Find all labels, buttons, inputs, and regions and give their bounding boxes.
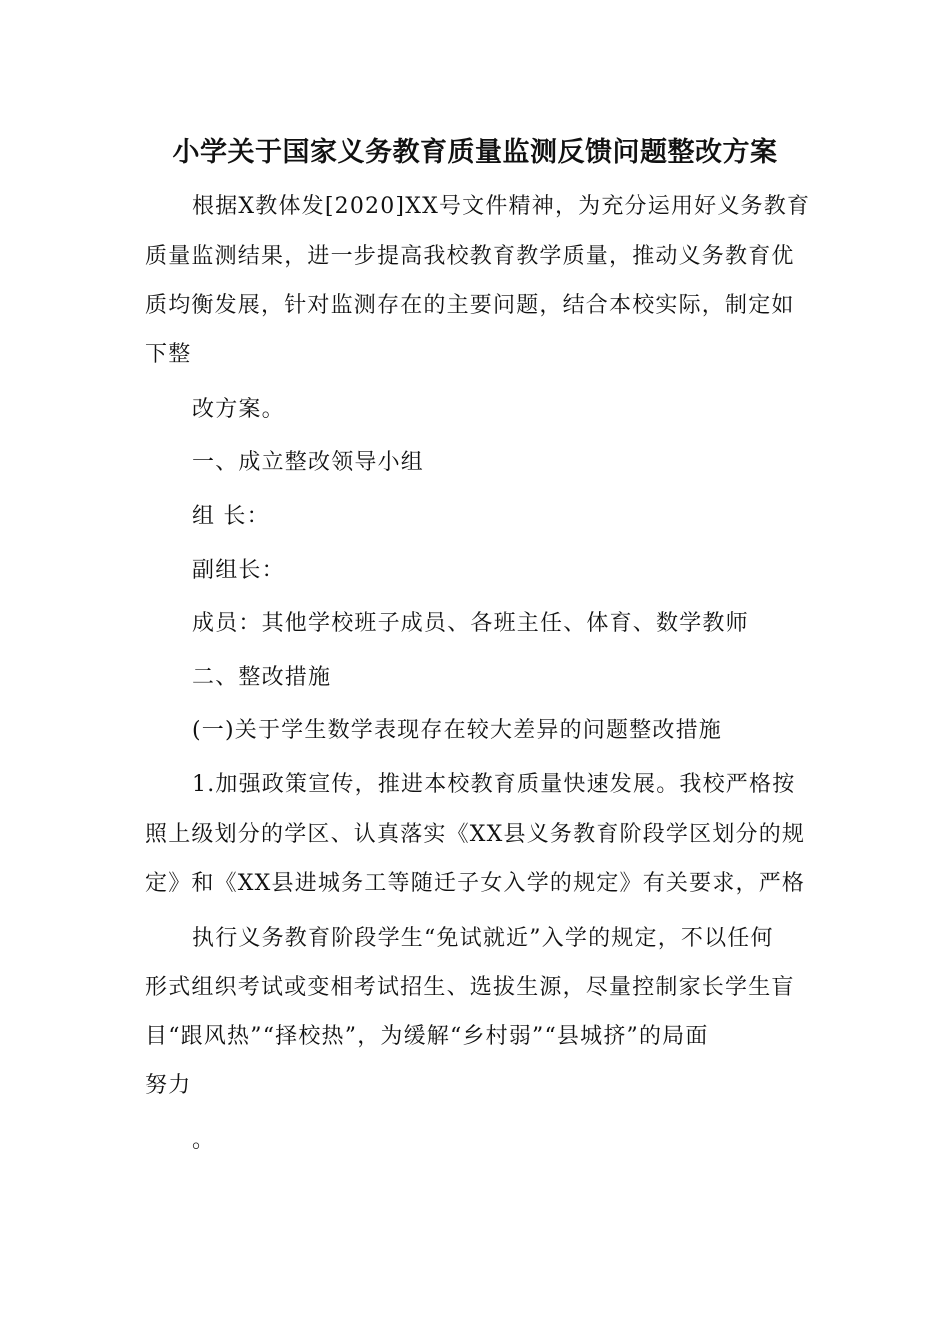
paragraph-line: 1.加强政策宣传，推进本校教育质量快速发展。我校严格按 [192,772,796,797]
paragraph-line: 定》和《XX县进城务工等随迁子女入学的规定》有关要求，严格 [145,871,806,896]
paragraph-line: 形式组织考试或变相考试招生、选拔生源，尽量控制家长学生盲 [145,975,795,1000]
document-title: 小学关于国家义务教育质量监测反馈问题整改方案 [172,137,778,168]
section-heading: 二、整改措施 [192,665,332,690]
subsection-heading: (一)关于学生数学表现存在较大差异的问题整改措施 [192,718,722,743]
paragraph-line: 照上级划分的学区、认真落实《XX县义务教育阶段学区划分的规 [145,822,806,847]
section-heading: 一、成立整改领导小组 [192,450,425,475]
paragraph-line: 副组长： [192,558,285,583]
paragraph-line: 执行义务教育阶段学生“免试就近”入学的规定，不以任何 [192,926,774,951]
paragraph-line: 成员：其他学校班子成员、各班主任、体育、数学教师 [192,611,749,636]
paragraph-line: 努力 [145,1073,192,1098]
paragraph-line: 。 [192,1128,216,1153]
paragraph-line: 组 长： [192,504,270,529]
paragraph-line: 质量监测结果，进一步提高我校教育教学质量，推动义务教育优 [145,244,795,269]
paragraph-line: 改方案。 [192,397,285,422]
paragraph-line: 质均衡发展，针对监测存在的主要问题，结合本校实际，制定如 [145,293,795,318]
paragraph-line: 目“跟风热”“择校热”，为缓解“乡村弱”“县城挤”的局面 [145,1024,709,1049]
paragraph-line: 根据X教体发[2020]XX号文件精神，为充分运用好义务教育 [192,194,811,219]
paragraph-line: 下整 [145,342,192,367]
